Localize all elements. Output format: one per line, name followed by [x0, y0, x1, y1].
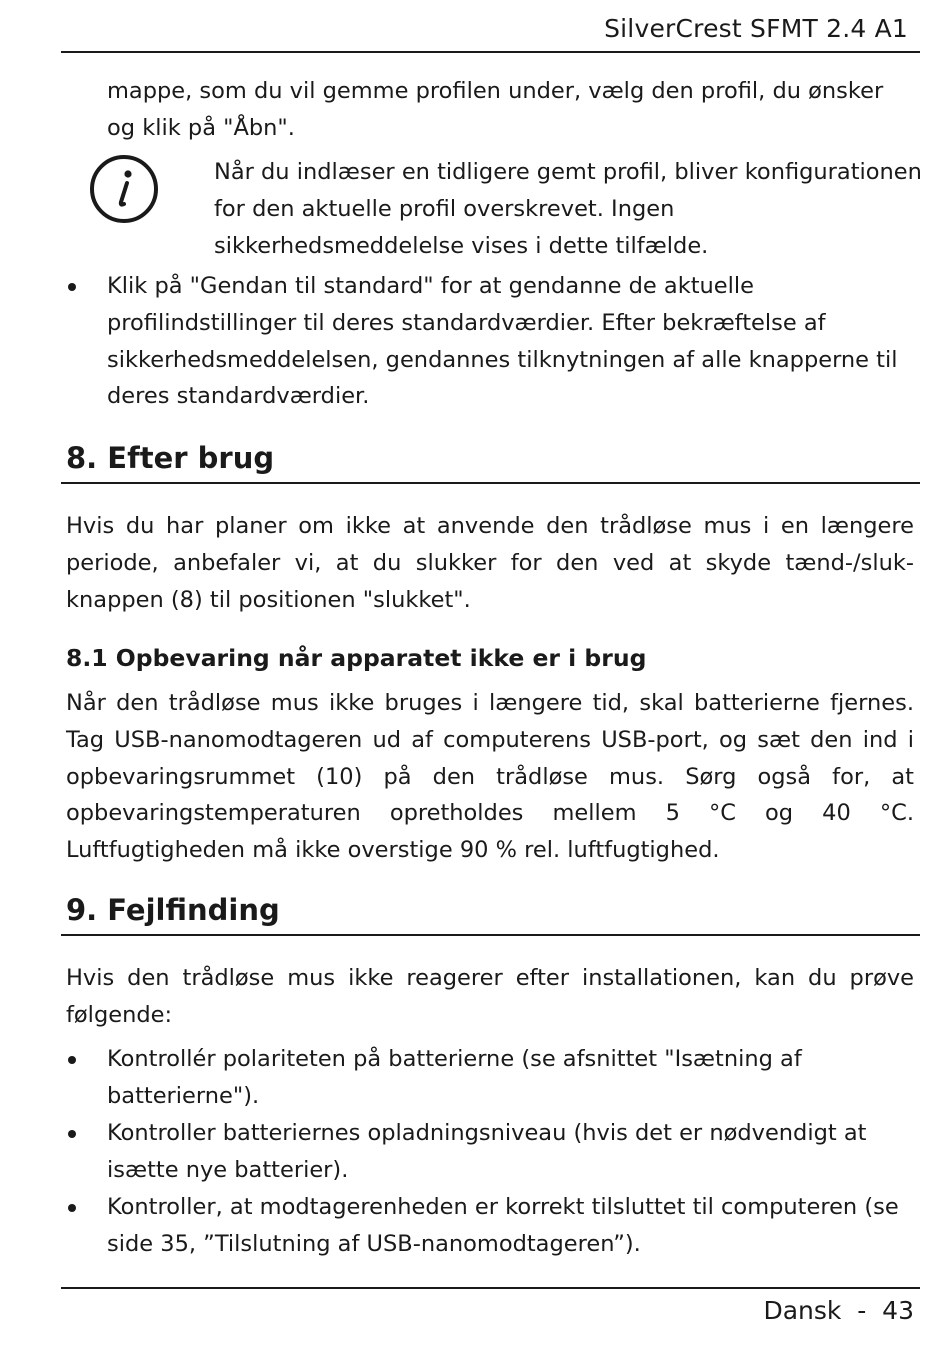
list-item-text: Kontroller, at modtagerenheden er korrekt tilsluttet til computeren (se side 35, ”Tilslutning af USB-nanomodtageren”).: [107, 1194, 899, 1257]
list-item: [61, 268, 921, 415]
header-divider: [61, 51, 920, 53]
bullet-dot: [68, 1056, 76, 1064]
page-header-title: SilverCrest SFMT 2.4 A1: [604, 14, 908, 43]
continued-paragraph: mappe, som du vil gemme profilen under, vælg den profil, du ønsker og klik på "Åbn".: [107, 78, 884, 141]
section-divider: [61, 934, 920, 936]
list-item: [61, 1115, 921, 1189]
list-item-text: Kontrollér polariteten på batterierne (se afsnittet "Isætning af batterierne").: [107, 1046, 802, 1109]
list-item: [61, 1189, 921, 1263]
page-footer: Dansk - 43: [763, 1296, 914, 1325]
subsection-paragraph: Når den trådløse mus ikke bruges i længere tid, skal batterierne fjernes. Tag USB-nanomodtageren ud af computerens USB-port, og sæt den ind i opbevaringsrummet (10) på den trådløse mus. Sørg også for, at opbevaringstemperaturen opretholdes mellem 5 °C og 40 °C. Luftfugtigheden må ikke overstige 90 % rel. luftfugtighed.: [66, 690, 914, 864]
subsection-heading-opbevaring: 8.1 Opbevaring når apparatet ikke er i brug: [66, 644, 647, 672]
section-paragraph: Hvis du har planer om ikke at anvende den trådløse mus i en længere periode, anbefaler vi, at du slukker for den ved at skyde tænd-/sluk-knappen (8) til positionen "slukket".: [66, 513, 914, 613]
section-divider: [61, 482, 920, 484]
list-item-text: Kontroller batteriernes opladningsniveau (hvis det er nødvendigt at isætte nye batterier).: [107, 1120, 867, 1183]
section-heading-efter-brug: 8. Efter brug: [66, 441, 275, 475]
bullet-dot: [68, 1204, 76, 1212]
bullet-dot: [68, 283, 76, 291]
footer-divider: [61, 1287, 920, 1289]
bullet-dot: [68, 1130, 76, 1138]
section-heading-fejlfinding: 9. Fejlfinding: [66, 893, 280, 927]
note-text: Når du indlæser en tidligere gemt profil, bliver konfigurationen for den aktuelle profil overskrevet. Ingen sikkerhedsmeddelelse vises i dette tilfælde.: [214, 159, 922, 259]
section-paragraph: Hvis den trådløse mus ikke reagerer efter installationen, kan du prøve følgende:: [66, 965, 914, 1028]
info-icon: [88, 153, 160, 225]
list-item-text: Klik på "Gendan til standard" for at gendanne de aktuelle profilindstillinger til deres standardværdier. Efter bekræftelse af sikkerhedsmeddelelsen, gendannes tilknytningen af alle knapperne til deres standardværdier.: [107, 273, 898, 410]
list-item: [61, 1041, 921, 1115]
